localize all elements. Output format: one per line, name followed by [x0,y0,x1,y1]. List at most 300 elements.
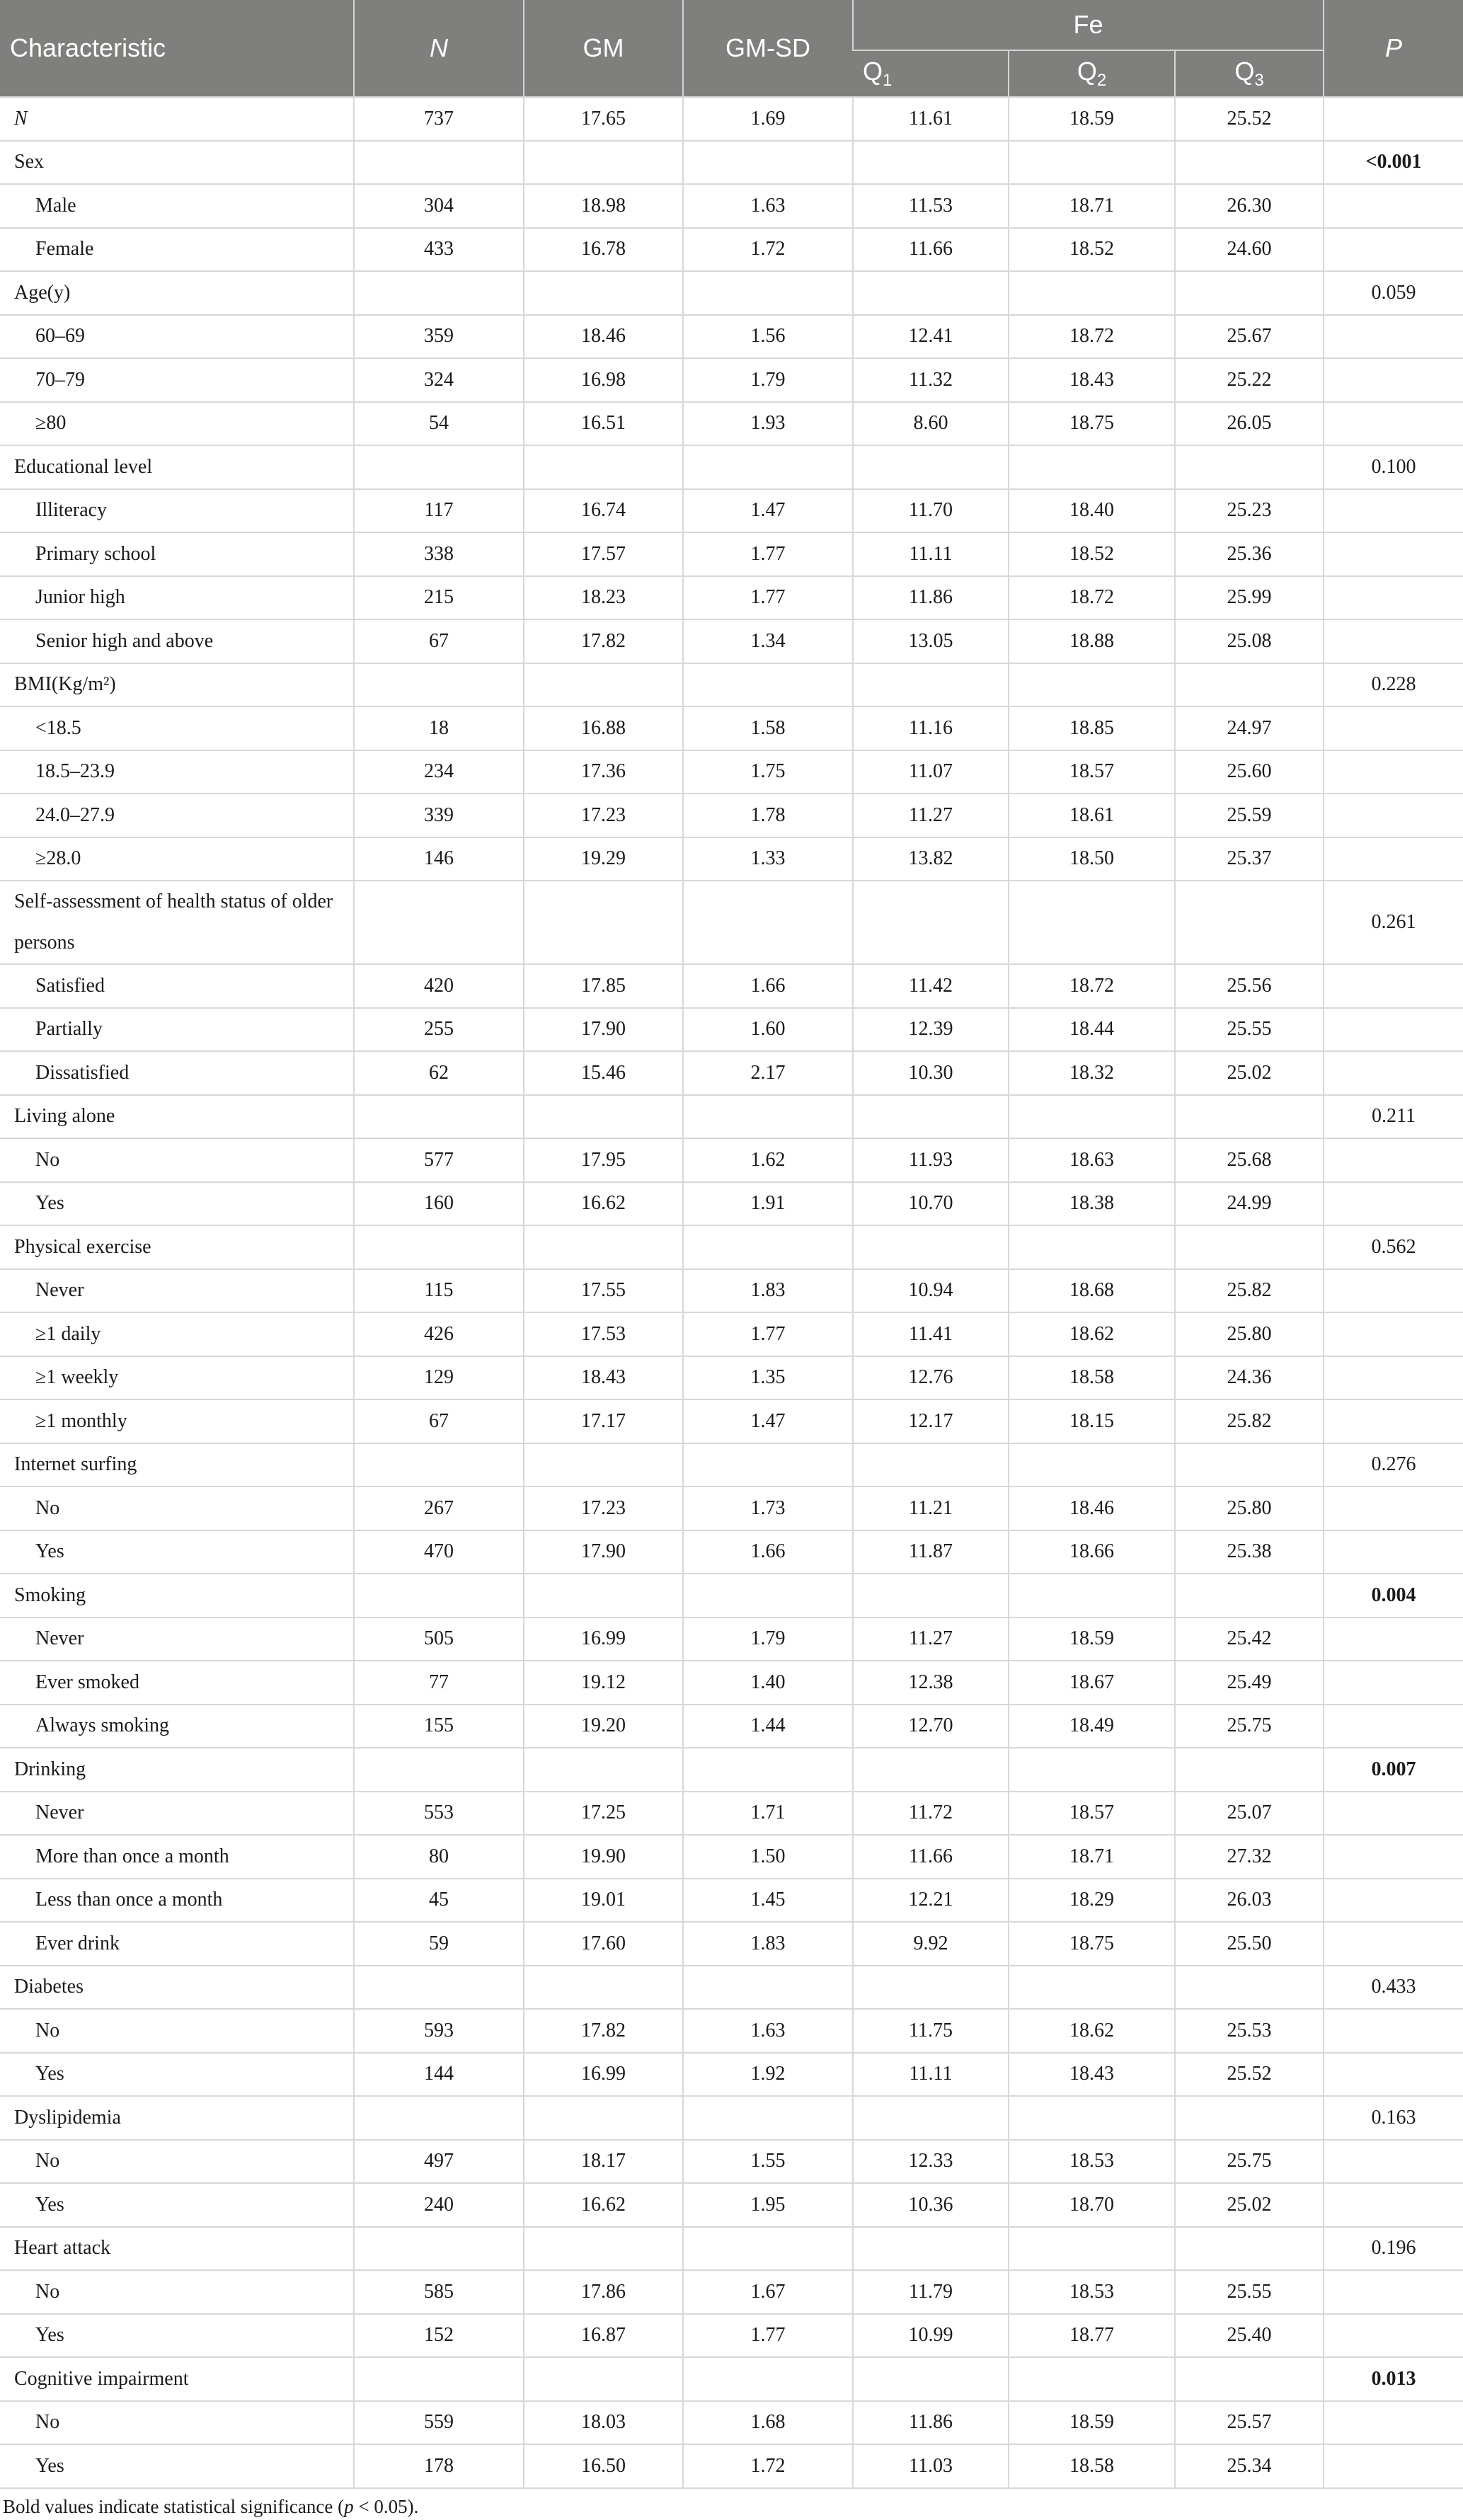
cell-p [1324,964,1463,1008]
cell-characteristic: No [0,2140,354,2184]
cell-n: 146 [354,837,524,881]
cell-q3 [1175,1095,1324,1139]
table-row [0,1443,1463,1487]
cell-q2: 18.53 [1009,2270,1175,2314]
table-row [0,2444,1463,2488]
cell-q3: 25.75 [1175,1705,1324,1748]
cell-q2 [1009,1574,1175,1617]
cell-n: 54 [354,402,524,446]
cell-p: 0.276 [1324,1443,1463,1487]
cell-q2: 18.52 [1009,532,1175,576]
table-row [0,1095,1463,1139]
cell-q3: 24.97 [1175,706,1324,750]
cell-gm-sd [683,1443,853,1487]
cell-gm-sd [683,1966,853,2010]
cell-n: 62 [354,1051,524,1095]
cell-gm: 17.17 [524,1399,683,1443]
cell-q1: 12.21 [853,1879,1009,1923]
cell-q2: 18.75 [1009,402,1175,446]
cell-q2 [1009,1443,1175,1487]
cell-n [354,141,524,185]
table-row [0,2270,1463,2314]
cell-characteristic: Never [0,1792,354,1835]
cell-n [354,271,524,315]
cell-p [1324,1356,1463,1400]
table-row [0,1225,1463,1269]
cell-q2: 18.15 [1009,1399,1175,1443]
cell-gm-sd: 1.66 [683,964,853,1008]
cell-n: 77 [354,1661,524,1705]
cell-n: 59 [354,1922,524,1966]
cell-q1: 11.86 [853,2401,1009,2445]
cell-q2: 18.88 [1009,619,1175,663]
cell-q3 [1175,141,1324,185]
cell-q2 [1009,271,1175,315]
cell-n: 426 [354,1312,524,1356]
cell-p [1324,315,1463,359]
cell-q3: 25.80 [1175,1487,1324,1530]
cell-gm [524,271,683,315]
cell-characteristic: Senior high and above [0,619,354,663]
table-row [0,358,1463,402]
cell-q2: 18.75 [1009,1922,1175,1966]
cell-q2: 18.59 [1009,97,1175,141]
cell-q3: 25.02 [1175,1051,1324,1095]
cell-n: 80 [354,1835,524,1879]
table-row [0,1574,1463,1617]
cell-characteristic: Partially [0,1008,354,1052]
cell-gm: 17.90 [524,1008,683,1052]
cell-n: 324 [354,358,524,402]
table-row [0,532,1463,576]
cell-gm: 16.98 [524,358,683,402]
cell-p [1324,1617,1463,1661]
cell-gm-sd: 1.63 [683,2009,853,2053]
cell-gm: 17.60 [524,1922,683,1966]
table-row [0,1399,1463,1443]
cell-characteristic: Dyslipidemia [0,2096,354,2140]
table-row [0,2053,1463,2097]
table-row [0,1922,1463,1966]
cell-q1: 11.72 [853,1792,1009,1835]
table-row [0,2227,1463,2271]
cell-characteristic: Dissatisfied [0,1051,354,1095]
cell-characteristic: Self-assessment of health status of older persons [0,881,354,964]
cell-q2: 18.85 [1009,706,1175,750]
cell-q2: 18.59 [1009,2401,1175,2445]
cell-p [1324,228,1463,272]
header-q2: $Q_2$ [1009,50,1175,97]
cell-characteristic: Yes [0,1182,354,1226]
cell-characteristic: No [0,2009,354,2053]
cell-p [1324,1705,1463,1748]
table-row [0,315,1463,359]
cell-n [354,1966,524,2010]
cell-gm-sd: 1.77 [683,576,853,620]
cell-gm-sd: 1.77 [683,532,853,576]
cell-n [354,1748,524,1792]
cell-characteristic: Sex [0,141,354,185]
cell-characteristic: ≥80 [0,402,354,446]
cell-characteristic: Yes [0,2314,354,2358]
cell-n: 155 [354,1705,524,1748]
cell-q2: 18.49 [1009,1705,1175,1748]
cell-q1: 11.70 [853,489,1009,533]
header-characteristic: Characteristic [0,0,354,97]
cell-n: 18 [354,706,524,750]
cell-q1: 11.93 [853,1138,1009,1182]
cell-q2 [1009,2227,1175,2271]
cell-q3 [1175,2227,1324,2271]
cell-q1: 11.79 [853,2270,1009,2314]
cell-characteristic: Satisfied [0,964,354,1008]
cell-gm-sd: 1.72 [683,228,853,272]
cell-p [1324,1792,1463,1835]
cell-q2: 18.71 [1009,184,1175,228]
cell-gm-sd: 1.83 [683,1922,853,1966]
cell-q2: 18.43 [1009,358,1175,402]
cell-q2 [1009,1748,1175,1792]
cell-gm-sd: 1.77 [683,1312,853,1356]
cell-q1: 11.11 [853,2053,1009,2097]
cell-gm [524,2357,683,2401]
cell-n: 359 [354,315,524,359]
cell-q3: 25.34 [1175,2444,1324,2488]
cell-gm-sd [683,2357,853,2401]
header-fe: Fe [853,0,1324,50]
table-row [0,184,1463,228]
cell-characteristic: ≥28.0 [0,837,354,881]
cell-characteristic: Male [0,184,354,228]
cell-p [1324,1835,1463,1879]
cell-q1: 11.21 [853,1487,1009,1530]
cell-q2: 18.59 [1009,1617,1175,1661]
cell-q2: 18.46 [1009,1487,1175,1530]
cell-q1: 11.16 [853,706,1009,750]
cell-q1: 11.86 [853,576,1009,620]
cell-n [354,2096,524,2140]
cell-n [354,445,524,489]
cell-gm: 17.57 [524,532,683,576]
cell-p [1324,2053,1463,2097]
cell-p [1324,184,1463,228]
cell-gm-sd: 1.35 [683,1356,853,1400]
cell-q1: 11.66 [853,1835,1009,1879]
cell-characteristic: Physical exercise [0,1225,354,1269]
cell-q3 [1175,1966,1324,2010]
cell-gm-sd: 1.44 [683,1705,853,1748]
cell-gm: 18.03 [524,2401,683,2445]
cell-q2: 18.71 [1009,1835,1175,1879]
cell-q3: 25.57 [1175,2401,1324,2445]
cell-q1 [853,141,1009,185]
cell-q2 [1009,2096,1175,2140]
cell-characteristic: Female [0,228,354,272]
cell-characteristic: Ever drink [0,1922,354,1966]
cell-gm: 16.50 [524,2444,683,2488]
table-row [0,750,1463,794]
table-body [0,97,1463,2488]
cell-q3 [1175,1574,1324,1617]
cell-n: 255 [354,1008,524,1052]
cell-p: 0.007 [1324,1748,1463,1792]
cell-q2: 18.44 [1009,1008,1175,1052]
cell-p [1324,2314,1463,2358]
cell-q2: 18.57 [1009,1792,1175,1835]
cell-q3 [1175,1748,1324,1792]
cell-gm: 18.43 [524,1356,683,1400]
cell-gm-sd: 2.17 [683,1051,853,1095]
cell-q3: 24.99 [1175,1182,1324,1226]
cell-q1: 13.82 [853,837,1009,881]
table-row [0,2140,1463,2184]
cell-n: 497 [354,2140,524,2184]
cell-n [354,2357,524,2401]
cell-gm-sd: 1.83 [683,1269,853,1313]
cell-gm: 17.55 [524,1269,683,1313]
cell-n: 234 [354,750,524,794]
cell-gm: 17.23 [524,794,683,837]
cell-q2: 18.40 [1009,489,1175,533]
table-row [0,1356,1463,1400]
table-row [0,2096,1463,2140]
cell-gm: 18.46 [524,315,683,359]
cell-gm-sd [683,1574,853,1617]
cell-q2: 18.63 [1009,1138,1175,1182]
cell-p: 0.013 [1324,2357,1463,2401]
cell-n: 240 [354,2183,524,2227]
cell-q3: 26.30 [1175,184,1324,228]
cell-p [1324,837,1463,881]
cell-p [1324,2270,1463,2314]
cell-gm-sd: 1.79 [683,358,853,402]
cell-q1 [853,271,1009,315]
cell-p: 0.196 [1324,2227,1463,2271]
cell-q3: 25.75 [1175,2140,1324,2184]
cell-characteristic: Junior high [0,576,354,620]
cell-p [1324,1487,1463,1530]
cell-gm-sd [683,1225,853,1269]
cell-n: 577 [354,1138,524,1182]
cell-gm: 17.85 [524,964,683,1008]
cell-q2: 18.66 [1009,1530,1175,1574]
cell-gm-sd: 1.77 [683,2314,853,2358]
cell-q1: 12.17 [853,1399,1009,1443]
cell-gm-sd [683,881,853,964]
cell-p [1324,1312,1463,1356]
cell-gm-sd: 1.75 [683,750,853,794]
table-row [0,794,1463,837]
cell-gm-sd: 1.40 [683,1661,853,1705]
cell-gm: 16.62 [524,1182,683,1226]
table-row [0,1835,1463,1879]
cell-q3: 25.82 [1175,1269,1324,1313]
cell-p [1324,97,1463,141]
cell-n: 215 [354,576,524,620]
header-q3: $Q_3$ [1175,50,1324,97]
cell-q1: 11.03 [853,2444,1009,2488]
cell-n: 267 [354,1487,524,1530]
cell-n: 129 [354,1356,524,1400]
cell-gm-sd: 1.56 [683,315,853,359]
cell-q1 [853,1225,1009,1269]
cell-n: 117 [354,489,524,533]
cell-p [1324,532,1463,576]
cell-q1 [853,2227,1009,2271]
cell-gm: 16.88 [524,706,683,750]
cell-n: 553 [354,1792,524,1835]
cell-gm-sd: 1.91 [683,1182,853,1226]
table-row [0,663,1463,707]
cell-q2: 18.43 [1009,2053,1175,2097]
cell-characteristic: ≥1 monthly [0,1399,354,1443]
cell-p [1324,358,1463,402]
cell-q1: 10.36 [853,2183,1009,2227]
cell-p [1324,750,1463,794]
cell-characteristic: Illiteracy [0,489,354,533]
cell-characteristic: Never [0,1617,354,1661]
cell-gm-sd: 1.68 [683,2401,853,2445]
header-q1: $Q_1$ [853,50,1009,97]
cell-q2: 18.72 [1009,576,1175,620]
cell-q3: 25.23 [1175,489,1324,533]
cell-q3: 25.99 [1175,576,1324,620]
table-row [0,445,1463,489]
cell-q2: 18.62 [1009,2009,1175,2053]
cell-gm: 16.87 [524,2314,683,2358]
cell-characteristic: No [0,1487,354,1530]
cell-n: 115 [354,1269,524,1313]
table-row [0,1530,1463,1574]
cell-gm-sd: 1.71 [683,1792,853,1835]
cell-p [1324,1008,1463,1052]
cell-gm: 17.86 [524,2270,683,2314]
cell-gm-sd: 1.78 [683,794,853,837]
table-row [0,2314,1463,2358]
cell-characteristic: 70–79 [0,358,354,402]
cell-q3: 25.82 [1175,1399,1324,1443]
cell-p [1324,2444,1463,2488]
cell-p [1324,1399,1463,1443]
cell-q3: 25.50 [1175,1922,1324,1966]
cell-gm-sd: 1.58 [683,706,853,750]
cell-q2 [1009,1225,1175,1269]
cell-n [354,1225,524,1269]
cell-q1: 10.30 [853,1051,1009,1095]
cell-p [1324,794,1463,837]
table-row [0,881,1463,964]
cell-n: 67 [354,1399,524,1443]
table-row [0,271,1463,315]
cell-q3 [1175,445,1324,489]
cell-gm-sd: 1.72 [683,2444,853,2488]
cell-gm: 17.53 [524,1312,683,1356]
cell-q3 [1175,2096,1324,2140]
cell-q3: 25.60 [1175,750,1324,794]
cell-q1: 10.99 [853,2314,1009,2358]
cell-n: 433 [354,228,524,272]
cell-p [1324,1922,1463,1966]
cell-characteristic: Smoking [0,1574,354,1617]
cell-gm [524,141,683,185]
cell-characteristic: No [0,2270,354,2314]
cell-p [1324,706,1463,750]
cell-q3: 25.55 [1175,1008,1324,1052]
cell-gm: 16.99 [524,2053,683,2097]
cell-q3: 24.60 [1175,228,1324,272]
cell-gm: 18.98 [524,184,683,228]
cell-p [1324,2401,1463,2445]
cell-q3: 26.05 [1175,402,1324,446]
table-row [0,2401,1463,2445]
cell-q1: 11.42 [853,964,1009,1008]
cell-p [1324,1138,1463,1182]
cell-n: 505 [354,1617,524,1661]
cell-gm [524,1966,683,2010]
cell-q1: 11.61 [853,97,1009,141]
cell-gm-sd: 1.93 [683,402,853,446]
cell-p [1324,2183,1463,2227]
cell-n: 45 [354,1879,524,1923]
cell-gm: 17.82 [524,2009,683,2053]
cell-characteristic: <18.5 [0,706,354,750]
cell-q1: 12.38 [853,1661,1009,1705]
cell-gm: 17.23 [524,1487,683,1530]
cell-q1 [853,445,1009,489]
cell-gm-sd: 1.63 [683,184,853,228]
cell-p: 0.004 [1324,1574,1463,1617]
cell-gm-sd: 1.60 [683,1008,853,1052]
cell-gm: 17.36 [524,750,683,794]
cell-q3: 25.52 [1175,2053,1324,2097]
cell-n: 585 [354,2270,524,2314]
header-p: P [1324,0,1463,97]
cell-q1 [853,881,1009,964]
cell-q1: 12.76 [853,1356,1009,1400]
cell-p: 0.261 [1324,881,1463,964]
cell-q2: 18.70 [1009,2183,1175,2227]
table-footnote [3,2496,1463,2518]
cell-n [354,1095,524,1139]
cell-q1: 11.41 [853,1312,1009,1356]
cell-gm-sd: 1.47 [683,1399,853,1443]
cell-q2 [1009,663,1175,707]
cell-q1 [853,2357,1009,2401]
cell-p [1324,402,1463,446]
cell-p [1324,1051,1463,1095]
cell-q1: 11.07 [853,750,1009,794]
cell-q2: 18.38 [1009,1182,1175,1226]
table-row [0,228,1463,272]
cell-gm-sd: 1.50 [683,1835,853,1879]
cell-gm [524,1225,683,1269]
cell-gm-sd [683,2227,853,2271]
cell-q3: 25.53 [1175,2009,1324,2053]
table-row [0,141,1463,185]
cell-q1: 12.39 [853,1008,1009,1052]
cell-p: 0.562 [1324,1225,1463,1269]
cell-q1 [853,1574,1009,1617]
table-row [0,837,1463,881]
cell-gm-sd: 1.34 [683,619,853,663]
cell-q3: 25.55 [1175,2270,1324,2314]
cell-q3 [1175,2357,1324,2401]
cell-gm-sd [683,1748,853,1792]
cell-p [1324,2140,1463,2184]
cell-n: 737 [354,97,524,141]
cell-characteristic: Cognitive impairment [0,2357,354,2401]
cell-p: 0.059 [1324,271,1463,315]
